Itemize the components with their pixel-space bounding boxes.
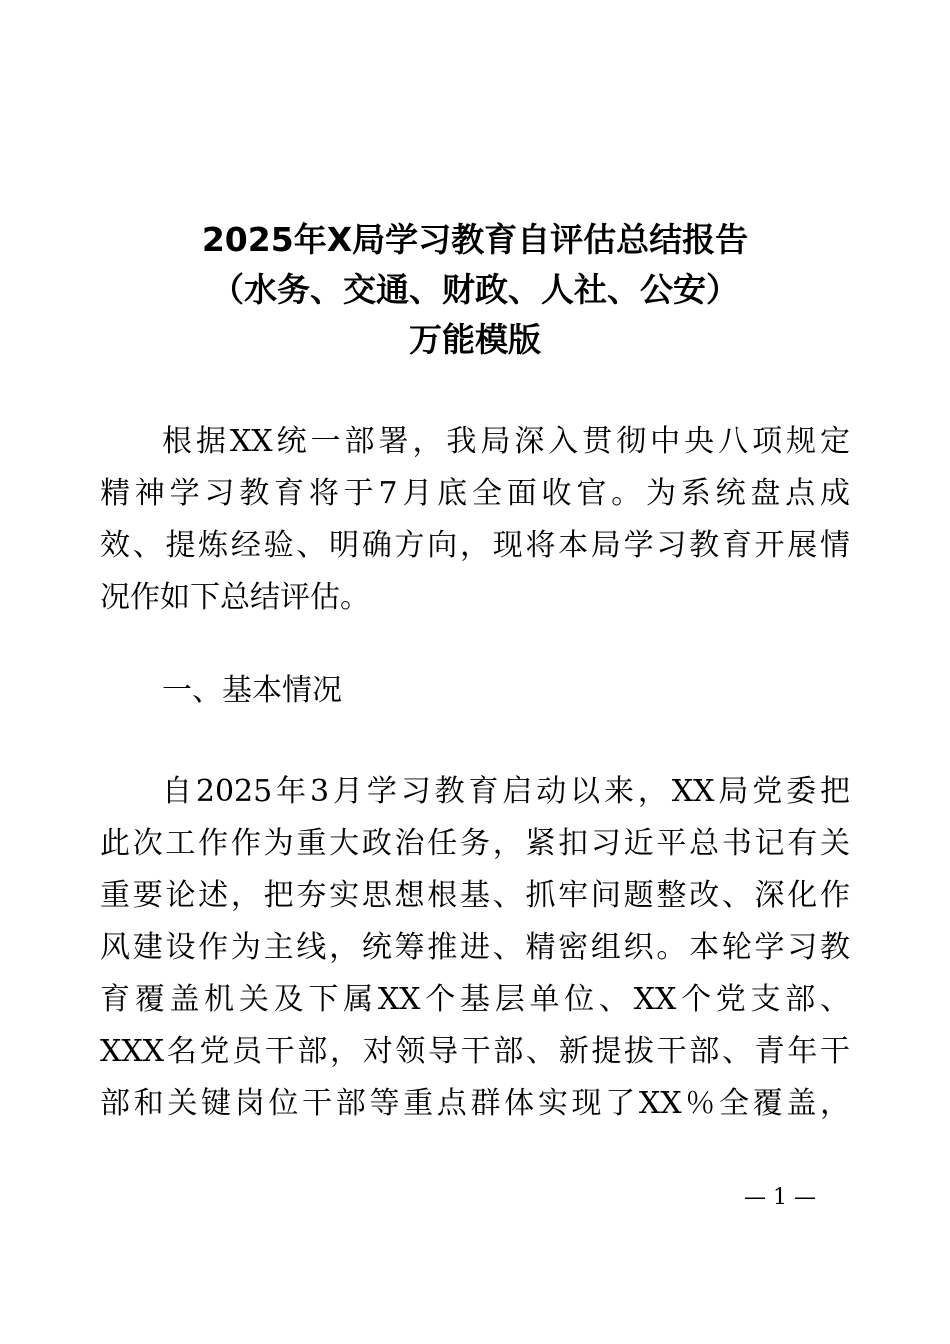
intro-paragraph [100, 416, 850, 624]
document-title-line-3: 万能模版 [409, 320, 541, 359]
section-paragraph-line: XXX名党员干部，对领导干部、新提拔干部、青年干 [100, 1034, 850, 1069]
intro-paragraph-line: 况作如下总结评估。 [100, 580, 370, 615]
section-paragraph [100, 766, 850, 1130]
section-paragraph-line: 此次工作作为重大政治任务，紧扣习近平总书记有关 [100, 826, 850, 861]
document-title-line-2: （水务、交通、财政、人社、公安） [211, 270, 739, 309]
section-paragraph-line: 育覆盖机关及下属XX个基层单位、XX个党支部、 [100, 982, 850, 1017]
intro-paragraph-line: 效、提炼经验、明确方向，现将本局学习教育开展情 [100, 528, 850, 563]
section-paragraph-line: 自2025年3月学习教育启动以来，XX局党委把 [162, 774, 850, 809]
page-number: — 1 — [744, 1185, 816, 1210]
section-paragraph-line: 重要论述，把夯实思想根基、抓牢问题整改、深化作 [100, 878, 850, 913]
section-paragraph-line: 风建设作为主线，统筹推进、精密组织。本轮学习教 [100, 930, 850, 965]
document-title-line-1: 2025年X局学习教育自评估总结报告 [201, 220, 749, 259]
section-paragraph-line: 部和关键岗位干部等重点群体实现了XX％全覆盖， [100, 1086, 850, 1121]
intro-paragraph-line: 精神学习教育将于7月底全面收官。为系统盘点成 [100, 476, 850, 511]
intro-paragraph-line: 根据XX统一部署，我局深入贯彻中央八项规定 [162, 424, 850, 459]
section-heading: 一、基本情况 [162, 673, 342, 708]
